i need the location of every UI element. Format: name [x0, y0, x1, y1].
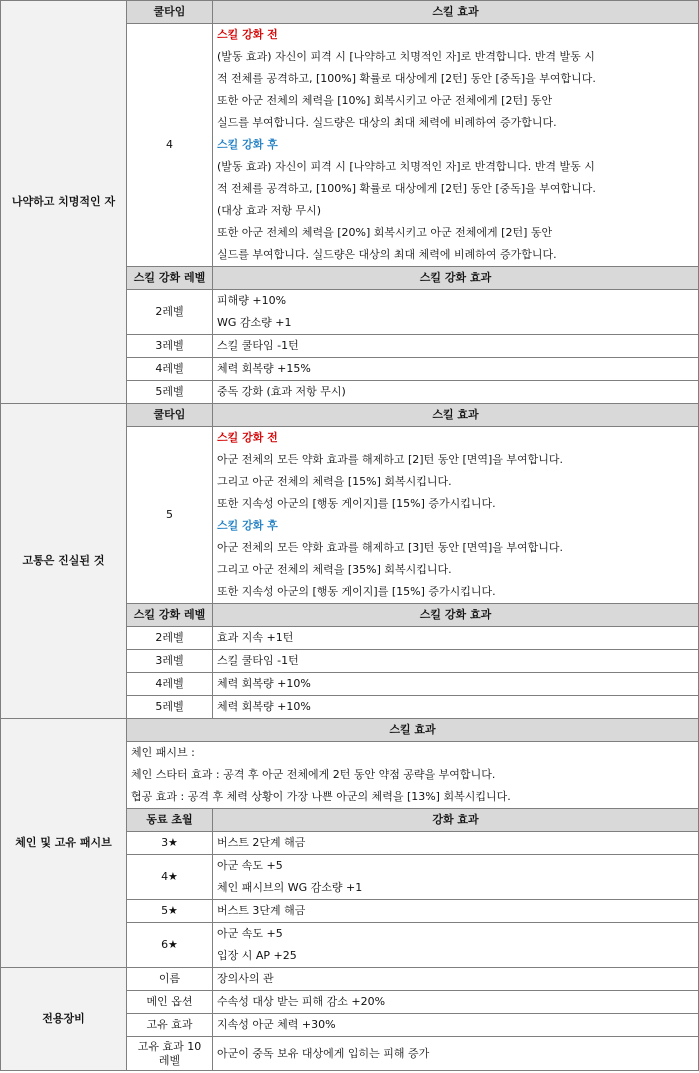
transcend-header: 동료 초월 — [127, 809, 213, 832]
rank-label: 6★ — [127, 923, 213, 968]
effect-line: 그리고 아군 전체의 체력을 [35%] 회복시킵니다. — [217, 563, 452, 576]
rank-label: 3★ — [127, 832, 213, 855]
equip-row-label: 이름 — [127, 968, 213, 991]
level-effect: 스킬 쿨타임 -1턴 — [213, 335, 699, 358]
level-effect: 체력 회복량 +10% — [213, 696, 699, 719]
effect-line: 실드를 부여합니다. 실드량은 대상의 최대 체력에 비례하여 증가합니다. — [217, 248, 557, 261]
before-upgrade-label: 스킬 강화 전 — [217, 431, 278, 444]
effect-line: 또한 아군 전체의 체력을 [10%] 회복시키고 아군 전체에게 [2턴] 동안 — [217, 94, 553, 107]
skill-effect-header: 스킬 효과 — [213, 404, 699, 427]
equip-row-label: 고유 효과 10 레벨 — [127, 1037, 213, 1071]
level-label: 3레벨 — [127, 650, 213, 673]
level-header: 스킬 강화 레벨 — [127, 604, 213, 627]
effect-line: (대상 효과 저항 무시) — [217, 204, 322, 217]
level-header: 스킬 강화 레벨 — [127, 267, 213, 290]
level-label: 3레벨 — [127, 335, 213, 358]
enhance-effect-header: 강화 효과 — [213, 809, 699, 832]
chain-passive-name: 체인 및 고유 패시브 — [1, 719, 127, 968]
effect-line: 또한 지속성 아군의 [행동 게이지]를 [15%] 증가시킵니다. — [217, 497, 496, 510]
rank-effect: 버스트 2단계 해금 — [213, 832, 699, 855]
effect-line: 아군 전체의 모든 약화 효과를 해제하고 [2]턴 동안 [면역]을 부여합니다. — [217, 453, 564, 466]
equip-row-value: 아군이 중독 보유 대상에게 입히는 피해 증가 — [213, 1037, 699, 1071]
skill-effect-description — [213, 427, 699, 604]
level-label: 4레벨 — [127, 358, 213, 381]
skill-effect-description — [213, 24, 699, 267]
equip-row-value: 장의사의 관 — [213, 968, 699, 991]
before-upgrade-label: 스킬 강화 전 — [217, 28, 278, 41]
effect-line: 적 전체를 공격하고, [100%] 확률로 대상에게 [2턴] 동안 [중독]을 부여합니다. — [217, 182, 596, 195]
level-effect: 중독 강화 (효과 저항 무시) — [213, 381, 699, 404]
rank-label: 4★ — [127, 855, 213, 900]
cooldown-value: 5 — [127, 427, 213, 604]
effect-line: (발동 효과) 자신이 피격 시 [나약하고 치명적인 자]로 반격합니다. 반격 발동 시 — [217, 160, 595, 173]
rank-effect: 버스트 3단계 해금 — [213, 900, 699, 923]
level-label: 4레벨 — [127, 673, 213, 696]
equip-row-label: 고유 효과 — [127, 1014, 213, 1037]
level-effect: 체력 회복량 +10% — [213, 673, 699, 696]
level-label: 5레벨 — [127, 696, 213, 719]
effect-line: 그리고 아군 전체의 체력을 [15%] 회복시킵니다. — [217, 475, 452, 488]
cooperation-line: 협공 효과 : 공격 후 체력 상황이 가장 나쁜 아군의 체력을 [13%] 회복시킵니다. — [131, 790, 511, 803]
level-effect-line: WG 감소량 +1 — [217, 316, 292, 329]
level-effect: 체력 회복량 +15% — [213, 358, 699, 381]
level-label: 5레벨 — [127, 381, 213, 404]
equip-row-value: 지속성 아군 체력 +30% — [213, 1014, 699, 1037]
chain-starter-line: 체인 스타터 효과 : 공격 후 아군 전체에게 2턴 동안 약점 공략을 부여합니다. — [131, 768, 496, 781]
equip-row-label: 메인 옵션 — [127, 991, 213, 1014]
cooldown-header: 쿨타임 — [127, 404, 213, 427]
chain-passive-description — [127, 742, 699, 809]
upgrade-effect-header: 스킬 강화 효과 — [213, 267, 699, 290]
level-label: 2레벨 — [127, 290, 213, 335]
rank-effect-line: 아군 속도 +5 — [217, 859, 283, 872]
level-effect: 효과 지속 +1턴 — [213, 627, 699, 650]
cooldown-header: 쿨타임 — [127, 1, 213, 24]
exclusive-equipment-name: 전용장비 — [1, 968, 127, 1071]
level-effect: 스킬 쿨타임 -1턴 — [213, 650, 699, 673]
after-upgrade-label: 스킬 강화 후 — [217, 519, 278, 532]
after-upgrade-label: 스킬 강화 후 — [217, 138, 278, 151]
effect-line: 또한 지속성 아군의 [행동 게이지]를 [15%] 증가시킵니다. — [217, 585, 496, 598]
rank-effect-line: 아군 속도 +5 — [217, 927, 283, 940]
skill-name: 고통은 진실된 것 — [1, 404, 127, 719]
equip-row-value: 수속성 대상 받는 피해 감소 +20% — [213, 991, 699, 1014]
chain-passive-line: 체인 패시브 : — [131, 746, 195, 759]
rank-label: 5★ — [127, 900, 213, 923]
rank-effect — [213, 855, 699, 900]
cooldown-value: 4 — [127, 24, 213, 267]
upgrade-effect-header: 스킬 강화 효과 — [213, 604, 699, 627]
rank-effect-line: 입장 시 AP +25 — [217, 949, 297, 962]
effect-line: 아군 전체의 모든 약화 효과를 해제하고 [3]턴 동안 [면역]을 부여합니다. — [217, 541, 564, 554]
effect-line: 또한 아군 전체의 체력을 [20%] 회복시키고 아군 전체에게 [2턴] 동안 — [217, 226, 553, 239]
rank-effect — [213, 923, 699, 968]
effect-line: (발동 효과) 자신이 피격 시 [나약하고 치명적인 자]로 반격합니다. 반격 발동 시 — [217, 50, 595, 63]
skill-name: 나약하고 치명적인 자 — [1, 1, 127, 404]
level-effect — [213, 290, 699, 335]
effect-line: 실드를 부여합니다. 실드량은 대상의 최대 체력에 비례하여 증가합니다. — [217, 116, 557, 129]
skill-effect-header: 스킬 효과 — [127, 719, 699, 742]
level-effect-line: 피해량 +10% — [217, 294, 287, 307]
rank-effect-line: 체인 패시브의 WG 감소량 +1 — [217, 881, 363, 894]
level-label: 2레벨 — [127, 627, 213, 650]
effect-line: 적 전체를 공격하고, [100%] 확률로 대상에게 [2턴] 동안 [중독]을 부여합니다. — [217, 72, 596, 85]
skill-effect-header: 스킬 효과 — [213, 1, 699, 24]
